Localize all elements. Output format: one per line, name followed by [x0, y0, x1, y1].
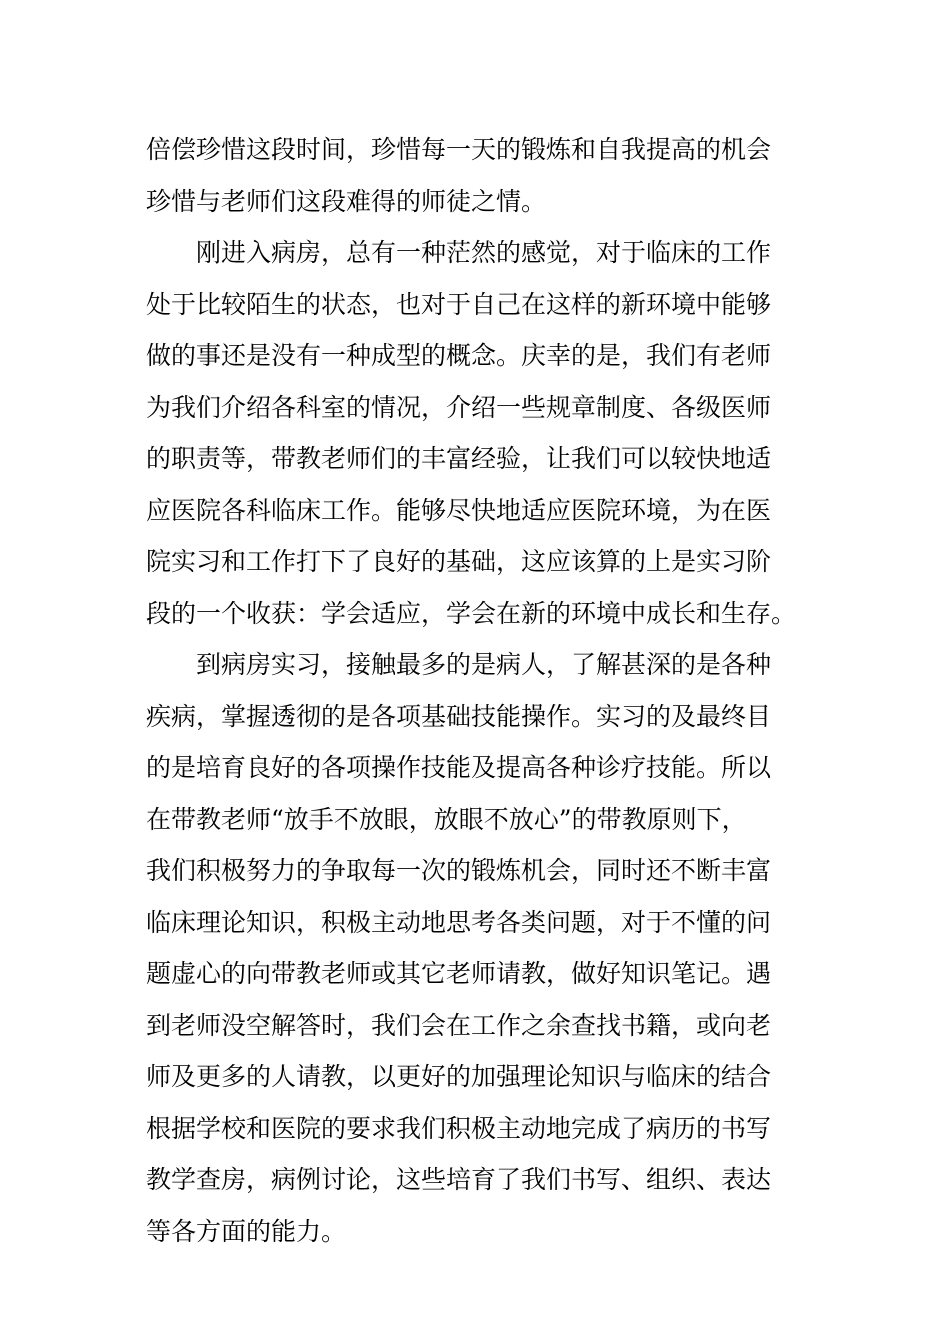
text-line: 根据学校和医院的要求我们积极主动地完成了病历的书写 — [146, 1113, 772, 1143]
text-line: 的是培育良好的各项操作技能及提高各种诊疗技能。所以 — [146, 753, 772, 782]
text-line: 等各方面的能力。 — [146, 1216, 347, 1246]
text-line: 做的事还是没有一种成型的概念。庆幸的是，我们有老师 — [146, 341, 772, 370]
text-line: 师及更多的人请教，以更好的加强理论知识与临床的结合 — [146, 1062, 772, 1091]
paragraph-start-line: 到病房实习，接触最多的是病人，了解甚深的是各种 — [196, 650, 772, 679]
document-body — [146, 124, 810, 1257]
text-line: 倍偿珍惜这段时间，珍惜每一天的锻炼和自我提高的机会 — [146, 135, 772, 164]
text-line: 在带教老师“放手不放眼，放眼不放心”的带教原则下， — [146, 804, 747, 834]
text-line: 为我们介绍各科室的情况，介绍一些规章制度、各级医师 — [146, 392, 772, 422]
text-line: 院实习和工作打下了良好的基础，这应该算的上是实习阶 — [146, 547, 772, 576]
text-line: 题虚心的向带教老师或其它老师请教，做好知识笔记。遇 — [146, 959, 772, 988]
text-line: 段的一个收获：学会适应，学会在新的环境中成长和生存。 — [146, 598, 797, 628]
text-line: 到老师没空解答时，我们会在工作之余查找书籍，或向老 — [146, 1010, 772, 1040]
text-line: 的职责等，带教老师们的丰富经验，让我们可以较快地适 — [146, 444, 772, 473]
text-line: 疾病，掌握透彻的是各项基础技能操作。实习的及最终目 — [146, 701, 772, 731]
text-line: 我们积极努力的争取每一次的锻炼机会，同时还不断丰富 — [146, 856, 772, 885]
paragraph-start-line: 刚进入病房，总有一种茫然的感觉，对于临床的工作 — [196, 238, 772, 267]
text-line: 临床理论知识，积极主动地思考各类问题，对于不懂的问 — [146, 907, 772, 937]
text-line: 教学查房，病例讨论，这些培育了我们书写、组织、表达 — [146, 1165, 772, 1194]
text-line: 珍惜与老师们这段难得的师徒之情。 — [146, 186, 547, 216]
text-line: 应医院各科临床工作。能够尽快地适应医院环境，为在医 — [146, 495, 772, 525]
text-line: 处于比较陌生的状态，也对于自己在这样的新环境中能够 — [146, 289, 772, 319]
